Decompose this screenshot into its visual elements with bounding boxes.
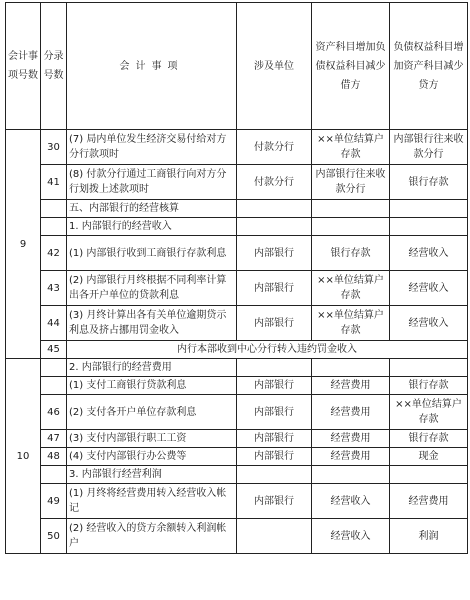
entry-unit: 内部银行 — [237, 271, 312, 306]
table-row — [6, 271, 468, 306]
entry-debit: 经营费用 — [312, 395, 390, 430]
entry-item: (1) 月终将经营费用转入经营收入帐记 — [67, 484, 237, 519]
entry-debit: ××单位结算户存款 — [312, 130, 390, 165]
event-number: 9 — [6, 130, 41, 359]
table-row — [6, 466, 468, 484]
subsection-heading: 1. 内部银行的经营收入 — [67, 218, 237, 236]
col-entry-no: 分录号数 — [41, 3, 67, 130]
entry-unit: 内部银行 — [237, 377, 312, 395]
entry-item: (8) 付款分行通过工商银行向对方分行划拨上述款项时 — [67, 165, 237, 200]
entry-debit: ××单位结算户存款 — [312, 306, 390, 341]
entry-debit: 经营收入 — [312, 484, 390, 519]
table-row — [6, 130, 468, 165]
entry-credit: 银行存款 — [390, 165, 468, 200]
entry-credit: 经营收入 — [390, 236, 468, 271]
entry-number: 46 — [41, 395, 67, 430]
table-row — [6, 306, 468, 341]
entry-number: 48 — [41, 448, 67, 466]
event-number: 10 — [6, 359, 41, 554]
entry-number — [41, 200, 67, 218]
entry-unit: 内部银行 — [237, 395, 312, 430]
entry-debit: 内部银行往来收款分行 — [312, 165, 390, 200]
entry-item: (4) 支付内部银行办公费等 — [67, 448, 237, 466]
entry-unit: 内部银行 — [237, 430, 312, 448]
subsection-heading: 2. 内部银行的经营费用 — [67, 359, 237, 377]
col-credit: 负债权益科目增加资产科目减少贷方 — [390, 3, 468, 130]
col-debit: 资产科目增加负债权益科目减少借方 — [312, 3, 390, 130]
col-unit: 涉及单位 — [237, 3, 312, 130]
entry-debit: ××单位结算户存款 — [312, 271, 390, 306]
entry-credit: 银行存款 — [390, 430, 468, 448]
table-row — [6, 359, 468, 377]
entry-debit: 经营费用 — [312, 430, 390, 448]
header-row — [6, 3, 468, 130]
entry-unit: 内部银行 — [237, 306, 312, 341]
col-event-no: 会计事项号数 — [6, 3, 41, 130]
entry-number: 45 — [41, 341, 67, 359]
table-row — [6, 448, 468, 466]
entry-number: 44 — [41, 306, 67, 341]
entry-debit: 经营收入 — [312, 519, 390, 554]
table-row — [6, 165, 468, 200]
table-row — [6, 218, 468, 236]
entry-credit: 银行存款 — [390, 377, 468, 395]
entry-unit: 内部银行 — [237, 236, 312, 271]
table-row — [6, 236, 468, 271]
entry-credit: 现金 — [390, 448, 468, 466]
entry-number: 47 — [41, 430, 67, 448]
entry-credit: 利润 — [390, 519, 468, 554]
entry-item: (3) 月终计算出各有关单位逾期贷示利息及挤占挪用罚金收入 — [67, 306, 237, 341]
entry-unit: 内部银行 — [237, 484, 312, 519]
entry-credit: 经营收入 — [390, 271, 468, 306]
entry-item: (2) 经营收入的贷方余额转入利润帐户 — [67, 519, 237, 554]
table-row — [6, 341, 468, 359]
entry-unit: 付款分行 — [237, 165, 312, 200]
entry-unit: 付款分行 — [237, 130, 312, 165]
entry-number: 41 — [41, 165, 67, 200]
table-row — [6, 377, 468, 395]
entry-debit: 银行存款 — [312, 236, 390, 271]
table-row — [6, 484, 468, 519]
entry-number: 43 — [41, 271, 67, 306]
entry-number: 50 — [41, 519, 67, 554]
accounting-entry-table — [5, 2, 468, 554]
subsection-heading: 3. 内部银行经营利润 — [67, 466, 237, 484]
entry-credit: 经营收入 — [390, 306, 468, 341]
entry-item: (2) 支付各开户单位存款利息 — [67, 395, 237, 430]
table-row — [6, 395, 468, 430]
section-heading: 五、内部银行的经营核算 — [67, 200, 237, 218]
entry-credit: 经营费用 — [390, 484, 468, 519]
entry-unit — [237, 519, 312, 554]
entry-item: (3) 支付内部银行职工工资 — [67, 430, 237, 448]
entry-credit: 内部银行往来收款分行 — [390, 130, 468, 165]
col-item: 会计事项 — [67, 3, 237, 130]
entry-credit: ××单位结算户存款 — [390, 395, 468, 430]
entry-number: 49 — [41, 484, 67, 519]
entry-number — [41, 359, 67, 377]
table-row — [6, 430, 468, 448]
entry-item: (1) 内部银行收到工商银行存款利息 — [67, 236, 237, 271]
entry-item: (1) 支付工商银行贷款利息 — [67, 377, 237, 395]
entry-item: (7) 局内单位发生经济交易付给对方分行款项时 — [67, 130, 237, 165]
entry-item: (2) 内部银行月终根据不同利率计算出各开户单位的贷款利息 — [67, 271, 237, 306]
entry-debit: 经营费用 — [312, 448, 390, 466]
entry-number — [41, 218, 67, 236]
entry-number: 42 — [41, 236, 67, 271]
entry-unit: 内部银行 — [237, 448, 312, 466]
entry-number — [41, 466, 67, 484]
entry-number — [41, 377, 67, 395]
entry-number: 30 — [41, 130, 67, 165]
merged-entry-item: 内行本部收到中心分行转入违约罚金收入 — [67, 341, 468, 359]
table-row — [6, 200, 468, 218]
entry-debit: 经营费用 — [312, 377, 390, 395]
table-row — [6, 519, 468, 554]
